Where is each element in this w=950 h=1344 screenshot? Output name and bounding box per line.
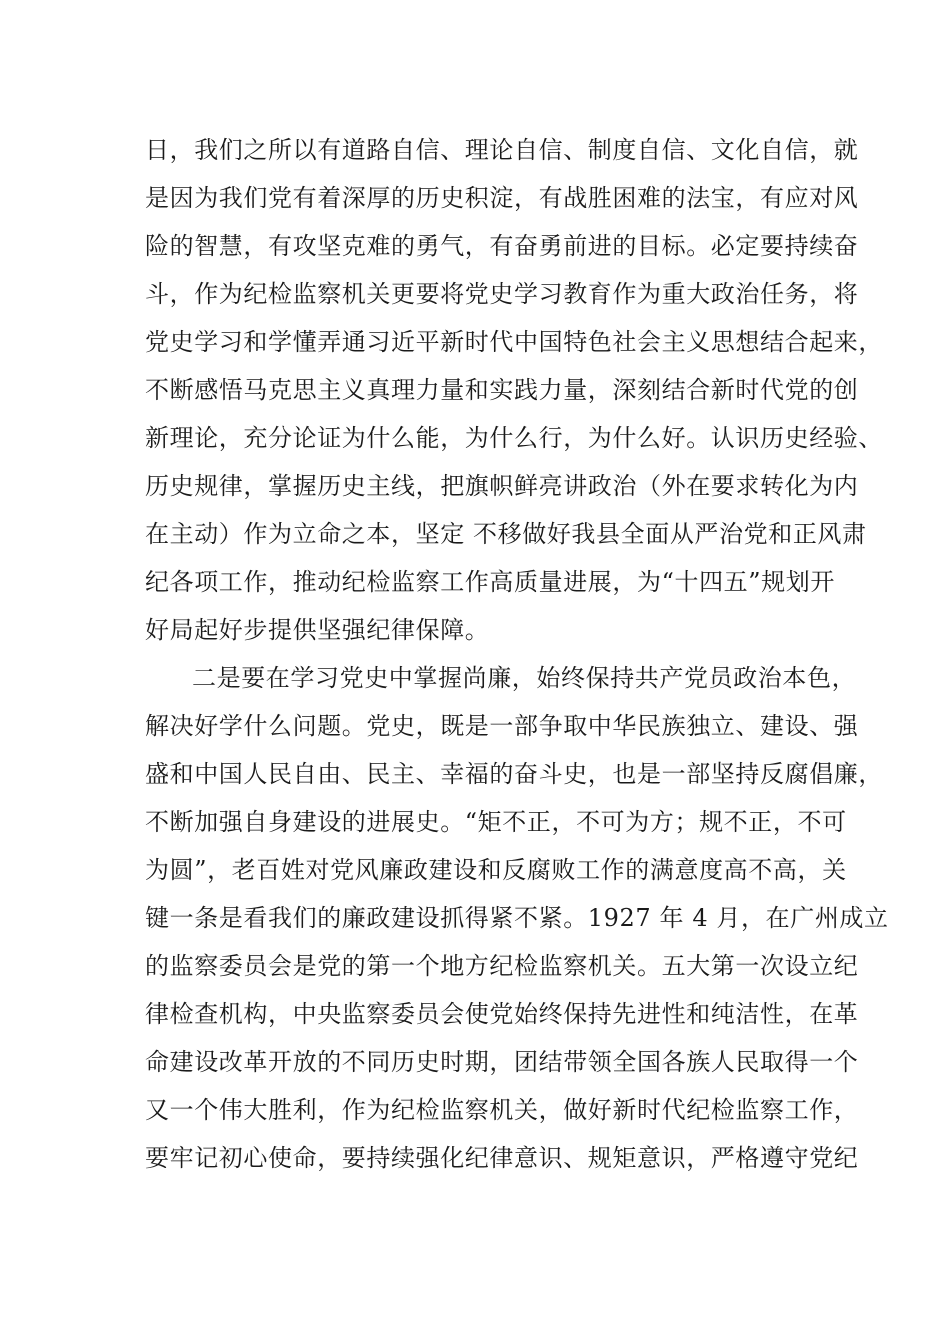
text-line: 要牢记初心使命，要持续强化纪律意识、规矩意识，严格遵守党纪 <box>145 1144 859 1172</box>
text-line: 解决好学什么问题。党史，既是一部争取中华民族独立、建设、强 <box>145 712 859 740</box>
text-line: 键一条是看我们的廉政建设抓得紧不紧。1927 年 4 月，在广州成立 <box>145 904 889 932</box>
paragraph-start-line: 二是要在学习党史中掌握尚廉，始终保持共产党员政治本色， <box>192 664 857 692</box>
text-line: 新理论，充分论证为什么能，为什么行，为什么好。认识历史经验、 <box>145 424 883 452</box>
text-line: 为圆”，老百姓对党风廉政建设和反腐败工作的满意度高不高，关 <box>145 856 847 884</box>
text-line: 好局起好步提供坚强纪律保障。 <box>145 616 490 644</box>
text-line: 命建设改革开放的不同历史时期，团结带领全国各族人民取得一个 <box>145 1048 859 1076</box>
text-line: 盛和中国人民自由、民主、幸福的奋斗史，也是一部坚持反腐倡廉， <box>145 760 883 788</box>
text-line: 党史学习和学懂弄通习近平新时代中国特色社会主义思想结合起来， <box>145 328 883 356</box>
text-line: 日，我们之所以有道路自信、理论自信、制度自信、文化自信，就 <box>145 136 859 164</box>
text-line: 的监察委员会是党的第一个地方纪检监察机关。五大第一次设立纪 <box>145 952 859 980</box>
text-line: 律检查机构，中央监察委员会使党始终保持先进性和纯洁性，在革 <box>145 1000 859 1028</box>
text-line: 又一个伟大胜利，作为纪检监察机关，做好新时代纪检监察工作， <box>145 1096 859 1124</box>
text-line: 纪各项工作，推动纪检监察工作高质量进展，为“十四五”规划开 <box>145 568 835 596</box>
text-line: 历史规律，掌握历史主线，把旗帜鲜亮讲政治（外在要求转化为内 <box>145 472 859 500</box>
text-line: 在主动）作为立命之本，坚定 不移做好我县全面从严治党和正风肃 <box>145 520 867 548</box>
text-line: 不断感悟马克思主义真理力量和实践力量，深刻结合新时代党的创 <box>145 376 859 404</box>
text-line: 险的智慧，有攻坚克难的勇气，有奋勇前进的目标。必定要持续奋 <box>145 232 859 260</box>
text-line: 不断加强自身建设的进展史。“矩不正，不可为方；规不正，不可 <box>145 808 847 836</box>
text-line: 是因为我们党有着深厚的历史积淀，有战胜困难的法宝，有应对风 <box>145 184 859 212</box>
text-line: 斗，作为纪检监察机关更要将党史学习教育作为重大政治任务，将 <box>145 280 859 308</box>
